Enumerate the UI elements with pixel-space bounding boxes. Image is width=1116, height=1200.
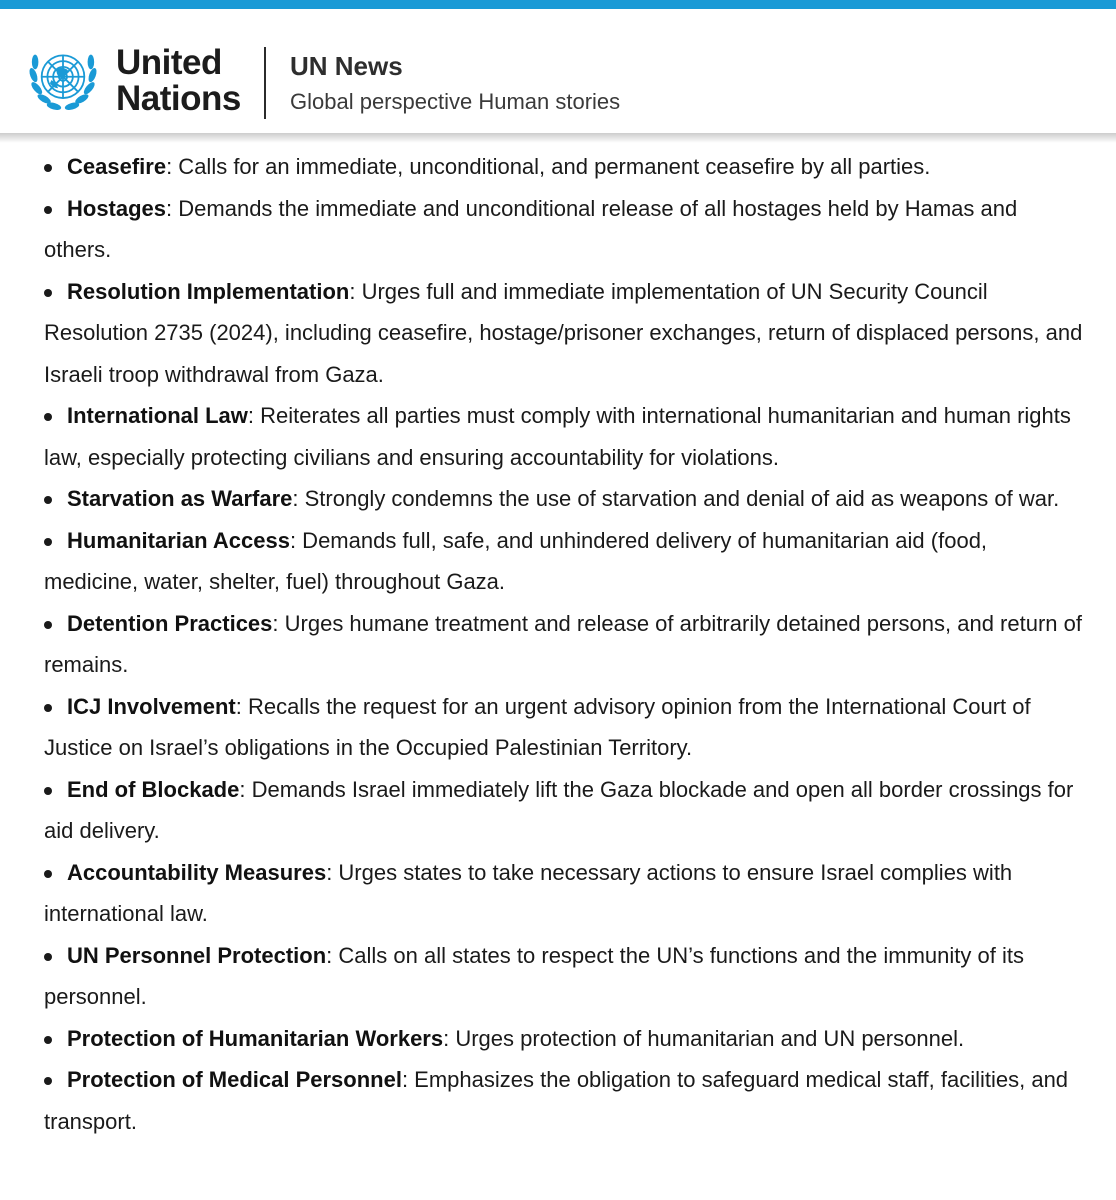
list-item — [0, 520, 1116, 603]
list-item — [0, 188, 1116, 271]
bullet-icon — [44, 953, 52, 961]
point-term: Protection of Humanitarian Workers — [67, 1025, 444, 1051]
point-term: Ceasefire — [67, 154, 167, 179]
list-item — [0, 395, 1116, 478]
point-term: Protection of Medical Personnel — [67, 1067, 402, 1092]
point-description: : Calls for an immediate, unconditional, and permanent ceasefire by all parties. — [166, 154, 931, 179]
site-tagline: Global perspective Human stories — [290, 89, 621, 114]
point-term: UN Personnel Protection — [67, 942, 327, 968]
logo-line-nations: Nations — [116, 79, 241, 118]
point-term: Resolution Implementation — [67, 278, 350, 304]
point-description: : Urges full and immediate implementation of UN Security Council Resolution 2735 (2024), including ceasefire, hostage/prisoner exchanges, return of displaced persons, and Israeli troop withdrawal from Gaza. — [44, 278, 1083, 387]
list-item — [0, 146, 1116, 188]
list-item — [0, 852, 1116, 935]
point-term: Accountability Measures — [67, 859, 327, 885]
top-accent-bar — [0, 0, 1116, 9]
point-term: Humanitarian Access — [67, 527, 290, 553]
point-description: : Urges humane treatment and release of arbitrarily detained persons, and return of remains. — [44, 610, 1082, 677]
list-item — [0, 769, 1116, 852]
point-term: Detention Practices — [67, 610, 273, 636]
list-item — [0, 478, 1116, 520]
point-description: : Calls on all states to respect the UN’s functions and the immunity of its personnel. — [44, 942, 1024, 1009]
bullet-icon — [44, 164, 52, 172]
point-description: : Urges protection of humanitarian and UN personnel. — [443, 1025, 965, 1051]
list-item — [0, 1018, 1116, 1060]
bullet-icon — [44, 1036, 52, 1044]
point-term: Starvation as Warfare — [67, 486, 293, 511]
bullet-icon — [44, 1077, 52, 1085]
point-term: End of Blockade — [67, 776, 240, 802]
point-description: : Reiterates all parties must comply with international humanitarian and human rights law, especially protecting civilians and ensuring accountability for violations. — [44, 403, 1071, 470]
un-emblem-icon[interactable] — [22, 39, 104, 121]
logo-line-united: United — [116, 43, 222, 82]
article-content — [0, 146, 1116, 1142]
site-header — [0, 9, 1116, 133]
list-item — [0, 1059, 1116, 1142]
bullet-icon — [44, 621, 52, 629]
list-item — [0, 686, 1116, 769]
point-description: : Demands full, safe, and unhindered delivery of humanitarian aid (food, medicine, water, shelter, fuel) throughout Gaza. — [44, 527, 988, 594]
bullet-icon — [44, 206, 52, 214]
list-item — [0, 603, 1116, 686]
header-shadow — [0, 133, 1116, 143]
bullet-icon — [44, 538, 52, 546]
point-description: : Emphasizes the obligation to safeguard medical staff, facilities, and transport. — [44, 1067, 1069, 1134]
point-term: International Law — [67, 403, 248, 428]
bullet-icon — [44, 787, 52, 795]
list-item — [0, 271, 1116, 396]
point-description: : Urges states to take necessary actions to ensure Israel complies with international law. — [44, 859, 1013, 926]
bullet-icon — [44, 704, 52, 712]
point-description: : Demands the immediate and unconditional release of all hostages held by Hamas and others. — [44, 195, 1018, 262]
resolution-points-list — [0, 146, 1116, 1142]
bullet-icon — [44, 870, 52, 878]
list-item — [0, 935, 1116, 1018]
point-description: : Strongly condemns the use of starvation and denial of aid as weapons of war. — [292, 486, 1060, 511]
header-divider — [264, 47, 266, 119]
point-description: : Demands Israel immediately lift the Gaza blockade and open all border crossings for aid delivery. — [44, 776, 1074, 843]
point-term: Hostages — [67, 195, 167, 221]
bullet-icon — [44, 496, 52, 504]
point-description: : Recalls the request for an urgent advisory opinion from the International Court of Justice on Israel’s obligations in the Occupied Palestinian Territory. — [44, 693, 1031, 760]
bullet-icon — [44, 289, 52, 297]
site-title[interactable]: UN News — [290, 51, 403, 81]
un-logo-wordmark[interactable] — [116, 45, 241, 117]
point-term: ICJ Involvement — [67, 693, 236, 719]
bullet-icon — [44, 413, 52, 421]
